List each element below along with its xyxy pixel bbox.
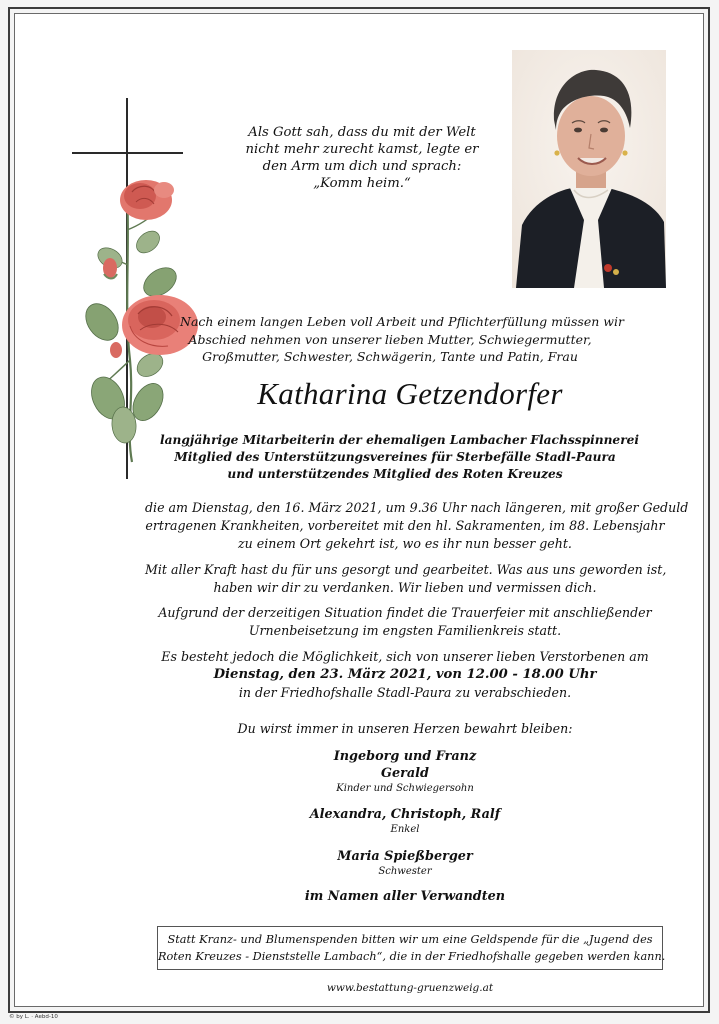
- mourner-group: [210, 806, 600, 836]
- paragraph-line: zu einem Ort gekehrt ist, wo es ihr nun besser geht.: [238, 536, 572, 551]
- roles-list: [160, 432, 639, 483]
- paragraph-line: Urnenbeisetzung im engsten Familienkreis statt.: [248, 623, 562, 638]
- copyright-note: © by L. · Aebd-10: [9, 1014, 58, 1020]
- donation-notice: [157, 926, 666, 970]
- intro-line: Abschied nehmen von unserer lieben Mutter, Schwiegermutter,: [188, 331, 592, 347]
- mourner-group: [210, 848, 600, 878]
- role-line: und unterstützendes Mitglied des Roten Kreuzes: [227, 467, 563, 481]
- intro-line: Großmutter, Schwester, Schwägerin, Tante und Patin, Frau: [202, 349, 578, 364]
- death-paragraph: [145, 499, 689, 553]
- deceased-name: Katharina Getzendorfer: [257, 376, 563, 411]
- paragraph-line: in der Friedhofshalle Stadl-Paura zu verabschieden.: [238, 685, 572, 700]
- quote-line: nicht mehr zurecht kamst, legte er: [245, 142, 479, 157]
- remembrance-line: Du wirst immer in unseren Herzen bewahrt bleiben:: [237, 721, 573, 736]
- farewell-paragraph: [145, 648, 665, 702]
- mourner-name: Alexandra, Christoph, Ralf: [309, 807, 501, 822]
- mourner-name: Gerald: [381, 766, 429, 781]
- mourner-group: [210, 748, 600, 795]
- paragraph-line: haben wir dir zu verdanken. Wir lieben und vermissen dich.: [213, 580, 597, 595]
- tribute-paragraph: [145, 561, 665, 597]
- memorial-quote: [228, 124, 496, 192]
- ceremony-paragraph: [145, 604, 665, 640]
- mourner-name: Ingeborg und Franz: [333, 749, 477, 764]
- quote-line: den Arm um dich und sprach:: [262, 159, 462, 174]
- quote-line: „Komm heim.“: [313, 176, 411, 191]
- closing-line: im Namen aller Verwandten: [304, 889, 506, 904]
- intro-text: [180, 313, 624, 366]
- paragraph-line: die am Dienstag, den 16. März 2021, um 9.36 Uhr nach längeren, mit großer Geduld: [145, 500, 689, 515]
- paragraph-line: ertragenen Krankheiten, vorbereitet mit den hl. Sakramenten, im 88. Lebensjahr: [145, 518, 665, 533]
- intro-line: Nach einem langen Leben voll Arbeit und Pflichterfüllung müssen wir: [180, 314, 624, 329]
- mourner-relation: Kinder und Schwiegersohn: [336, 783, 474, 794]
- mourner-relation: Schwester: [378, 866, 432, 877]
- website-link[interactable]: www.bestattung-gruenzweig.at: [326, 982, 494, 994]
- role-line: Mitglied des Unterstützungsvereines für Sterbefälle Stadl-Paura: [174, 450, 616, 464]
- role-line: langjährige Mitarbeiterin der ehemaligen Lambacher Flachsspinnerei: [160, 433, 639, 447]
- mourner-name: Maria Spießberger: [337, 849, 473, 864]
- cross-horizontal-bar: [72, 152, 183, 154]
- quote-line: Als Gott sah, dass du mit der Welt: [248, 125, 476, 140]
- paragraph-line: Mit aller Kraft hast du für uns gesorgt und gearbeitet. Was aus uns geworden ist,: [145, 562, 667, 577]
- mourner-relation: Enkel: [390, 824, 420, 835]
- notice-line: Statt Kranz- und Blumenspenden bitten wir um eine Geldspende für die „Jugend des: [167, 933, 653, 946]
- portrait-photo: [512, 50, 666, 288]
- farewell-date: Dienstag, den 23. März 2021, von 12.00 - 18.00 Uhr: [213, 667, 597, 682]
- notice-line: Roten Kreuzes - Dienststelle Lambach“, die in der Friedhofshalle gegeben werden kann.: [158, 950, 666, 963]
- paragraph-line: Es besteht jedoch die Möglichkeit, sich von unserer lieben Verstorbenen am: [161, 649, 649, 664]
- paragraph-line: Aufgrund der derzeitigen Situation findet die Trauerfeier mit anschließender: [158, 605, 652, 620]
